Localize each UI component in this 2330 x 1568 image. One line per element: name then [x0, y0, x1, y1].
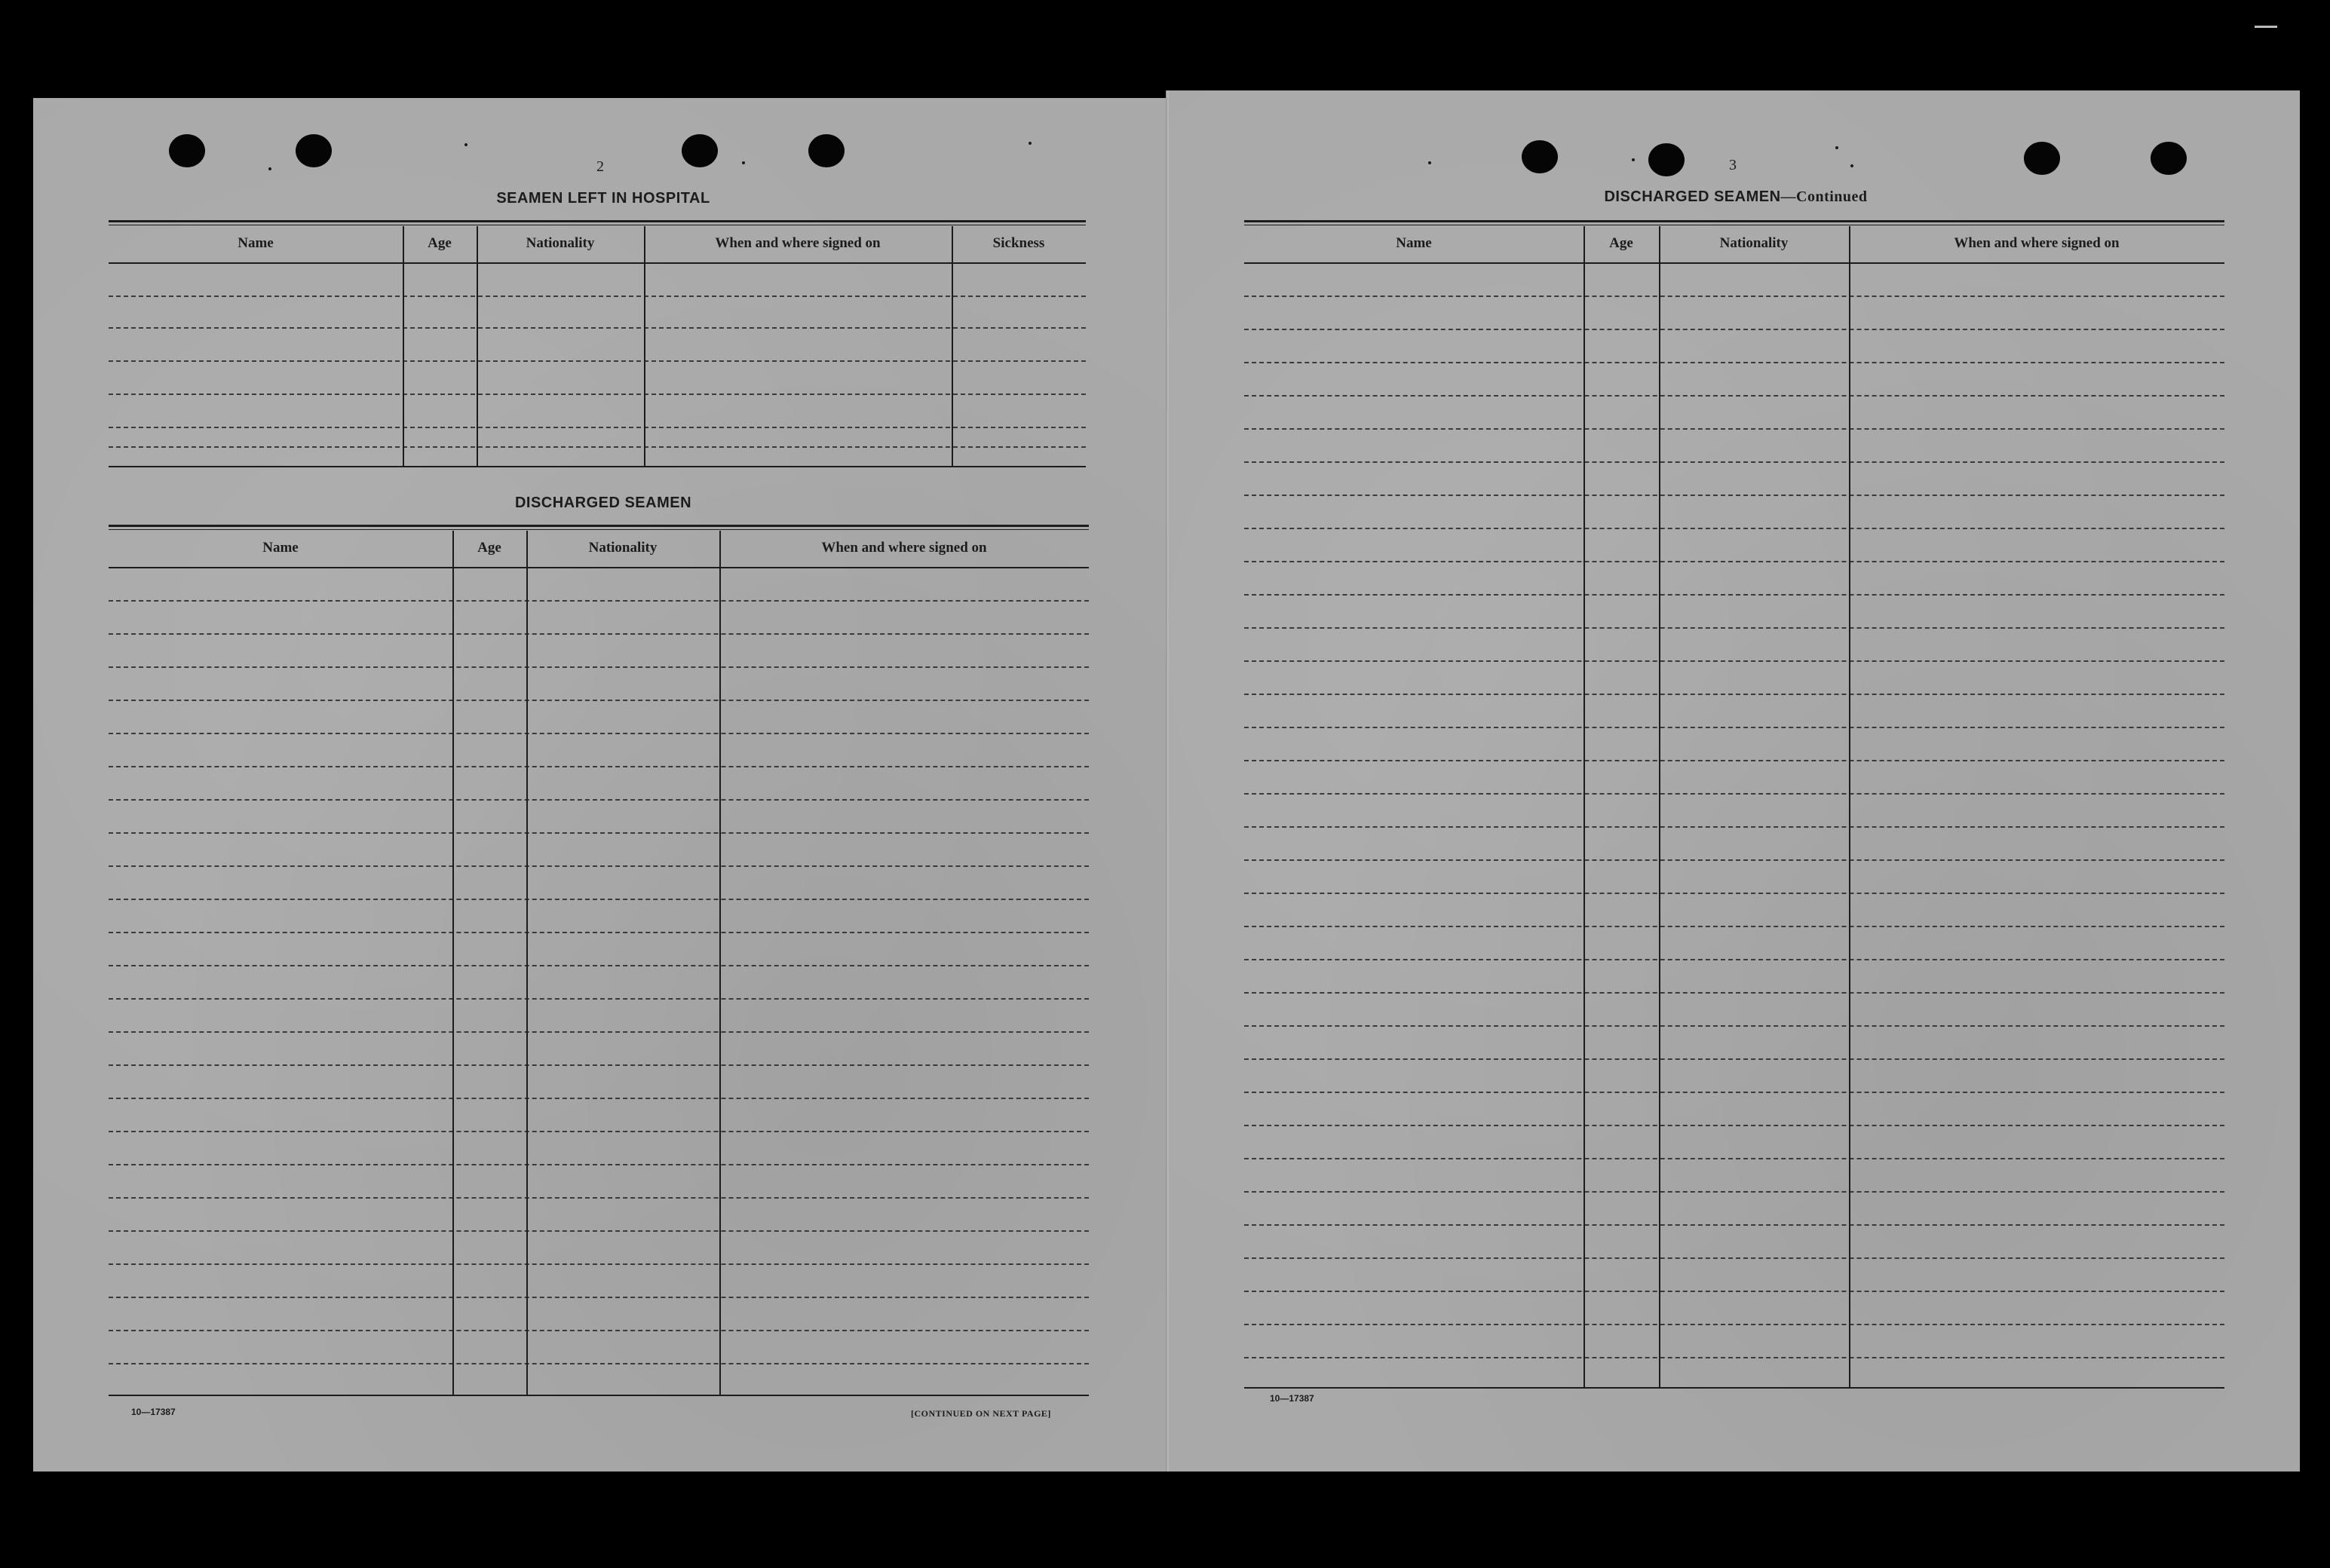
row-line	[1244, 428, 2224, 430]
row-line	[109, 932, 1089, 933]
column-divider	[477, 226, 478, 466]
row-line	[109, 865, 1089, 867]
row-line	[1244, 826, 2224, 828]
column-header-signed-on: When and where signed on	[821, 540, 987, 556]
row-line	[109, 965, 1089, 966]
column-divider	[403, 226, 404, 466]
row-line	[1244, 329, 2224, 330]
column-header-signed-on: When and where signed on	[715, 235, 881, 251]
form-code: 10—17387	[1270, 1393, 1314, 1404]
punch-hole	[2024, 142, 2060, 175]
row-line	[1244, 1125, 2224, 1126]
row-line	[109, 799, 1089, 801]
row-line	[109, 1230, 1089, 1232]
column-divider	[719, 531, 721, 1395]
row-line	[1244, 1092, 2224, 1093]
row-line	[109, 633, 1089, 635]
row-line	[109, 899, 1089, 900]
row-line	[1244, 362, 2224, 363]
row-line	[109, 832, 1089, 834]
row-line	[1244, 859, 2224, 861]
punch-hole	[169, 134, 205, 167]
continued-note: [CONTINUED ON NEXT PAGE]	[911, 1408, 1051, 1419]
row-line	[109, 1164, 1089, 1165]
column-header-signed-on: When and where signed on	[1954, 235, 2120, 251]
row-line	[1244, 1058, 2224, 1060]
scan-corner-mark	[2255, 26, 2277, 28]
row-line	[1244, 296, 2224, 297]
table-bottom-rule	[109, 1395, 1089, 1396]
hospital-table	[109, 220, 1086, 475]
discharged-continued-title	[1547, 188, 1924, 206]
row-line	[109, 427, 1086, 428]
speck	[1428, 161, 1431, 164]
page-number: 2	[596, 158, 604, 175]
row-line	[1244, 1025, 2224, 1027]
column-header-name: Name	[1396, 235, 1432, 251]
speck	[1632, 158, 1635, 161]
left-page	[33, 98, 1167, 1472]
row-line	[109, 1131, 1089, 1132]
row-line	[1244, 1158, 2224, 1159]
row-line	[1244, 959, 2224, 960]
row-line	[109, 600, 1089, 602]
row-line	[109, 1064, 1089, 1066]
row-line	[109, 296, 1086, 297]
column-header-name: Name	[262, 540, 299, 556]
row-line	[1244, 561, 2224, 562]
row-line	[1244, 627, 2224, 629]
punch-hole	[808, 134, 845, 167]
table-top-rule	[109, 525, 1089, 527]
page-number: 3	[1729, 157, 1737, 173]
title-suffix: —Continued	[1780, 188, 1868, 205]
row-line	[1244, 1357, 2224, 1358]
row-line	[1244, 992, 2224, 994]
column-header-sickness: Sickness	[992, 235, 1045, 251]
row-line	[109, 446, 1086, 448]
row-line	[109, 1031, 1089, 1033]
column-header-nationality: Nationality	[588, 540, 658, 556]
row-line	[1244, 395, 2224, 397]
right-page	[1169, 90, 2300, 1472]
discharged-table	[109, 525, 1089, 1401]
column-divider	[526, 531, 528, 1395]
row-line	[109, 666, 1089, 668]
punch-hole	[2151, 142, 2187, 175]
column-divider	[1583, 226, 1585, 1387]
row-line	[1244, 694, 2224, 695]
speck	[1835, 146, 1838, 149]
punch-hole	[682, 134, 718, 167]
row-line	[1244, 1257, 2224, 1259]
speck	[268, 167, 271, 170]
row-line	[109, 1263, 1089, 1265]
speck	[1850, 164, 1853, 167]
row-line	[1244, 1191, 2224, 1193]
header-rule	[109, 567, 1089, 568]
column-divider	[452, 531, 454, 1395]
header-rule	[109, 262, 1086, 264]
table-bottom-rule	[109, 466, 1086, 467]
row-line	[109, 766, 1089, 767]
speck	[1029, 142, 1032, 145]
row-line	[109, 1197, 1089, 1199]
column-header-nationality: Nationality	[1719, 235, 1789, 251]
row-line	[1244, 1291, 2224, 1292]
row-line	[109, 360, 1086, 362]
hospital-section-title: SEAMEN LEFT IN HOSPITAL	[496, 190, 710, 207]
row-line	[109, 1098, 1089, 1099]
column-divider	[644, 226, 645, 466]
row-line	[1244, 528, 2224, 529]
row-line	[1244, 893, 2224, 894]
row-line	[1244, 1224, 2224, 1226]
row-line	[1244, 926, 2224, 927]
discharged-section-title: DISCHARGED SEAMEN	[514, 495, 692, 511]
title-main: DISCHARGED SEAMEN	[1604, 188, 1781, 205]
row-line	[1244, 594, 2224, 596]
form-code: 10—17387	[131, 1407, 176, 1417]
row-line	[109, 700, 1089, 701]
speck	[742, 161, 745, 164]
row-line	[1244, 461, 2224, 463]
column-header-age: Age	[477, 540, 501, 556]
column-header-nationality: Nationality	[526, 235, 595, 251]
table-top-rule	[1244, 220, 2224, 222]
row-line	[1244, 495, 2224, 496]
row-line	[109, 394, 1086, 395]
row-line	[109, 998, 1089, 1000]
table-top-rule	[109, 220, 1086, 222]
row-line	[1244, 1324, 2224, 1325]
speck	[464, 143, 468, 146]
table-top-rule	[109, 529, 1089, 530]
row-line	[1244, 760, 2224, 761]
row-line	[109, 733, 1089, 734]
row-line	[109, 327, 1086, 329]
discharged-continued-table	[1244, 220, 2224, 1393]
row-line	[1244, 727, 2224, 728]
row-line	[1244, 660, 2224, 662]
column-header-name: Name	[238, 235, 274, 251]
table-bottom-rule	[1244, 1387, 2224, 1389]
column-header-age: Age	[1609, 235, 1633, 251]
row-line	[1244, 793, 2224, 795]
column-header-age: Age	[428, 235, 452, 251]
punch-hole	[1648, 143, 1685, 176]
header-rule	[1244, 262, 2224, 264]
column-divider	[952, 226, 953, 466]
row-line	[109, 1363, 1089, 1364]
column-divider	[1849, 226, 1850, 1387]
punch-hole	[296, 134, 332, 167]
column-divider	[1659, 226, 1660, 1387]
row-line	[109, 1330, 1089, 1331]
punch-hole	[1522, 140, 1558, 173]
row-line	[109, 1297, 1089, 1298]
